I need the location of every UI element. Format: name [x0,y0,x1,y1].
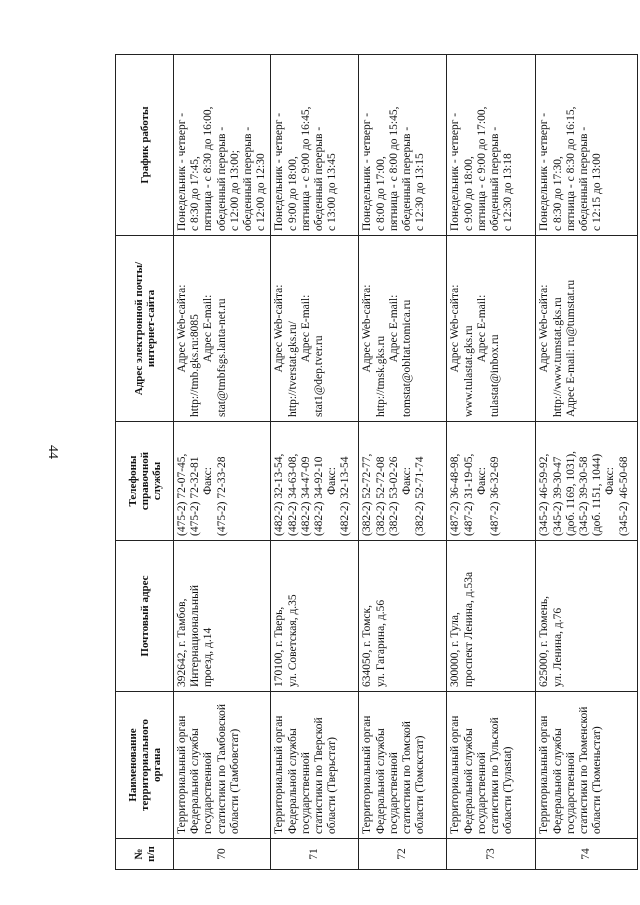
cell-line: обеденный перерыв - [215,126,228,231]
cell-line: 300000, г. Тула, [449,612,462,687]
cell-line: статистики по Томской [401,721,414,834]
table-row [536,55,638,870]
cell-line: (345-2) 39-30-47 [551,456,564,536]
cell-line: Федеральной службы [462,728,475,834]
cell-line: Федеральной службы [286,728,299,834]
cell-line: пятница - с 8:00 до 15:45, [387,106,400,231]
org-name-cell [174,692,271,839]
cell-line: Понедельник - четверг - [176,112,188,231]
cell-line: Адрес электронной почты/ [132,261,145,396]
org-name-cell [447,692,536,839]
cell-line: пятница - с 8:30 до 16:00, [202,106,215,231]
cell-line: (доб. 1151, 1044) [591,453,604,536]
cell-line: государственной [299,752,312,834]
cell-line: 170100, г. Тверь, [273,606,286,687]
cell-line: проезд, д.14 [202,627,215,687]
cell-line: пятница - с 9:00 до 17:00, [475,106,488,231]
org-name-cell [359,692,447,839]
phones-cell [447,422,536,541]
cell-line: справочной [138,451,151,511]
cell-line: Федеральной службы [551,728,564,834]
cell-line: Телефоны [126,455,139,507]
cell-line: ул. Советская, д.35 [286,594,299,687]
cell-line: (482-2) 34-63-08, [286,453,299,536]
rotated-table-container [115,55,630,870]
cell-line: Территориальный орган [449,715,462,834]
header-address [116,541,174,692]
cell-line: с 12:30 до 13:18 [502,153,515,231]
cell-line: статистики по Тамбовской [215,703,228,834]
cell-line: обеденный перерыв - [313,126,326,231]
cell-line: с 9:00 до 18:00, [462,156,475,231]
cell-line: Федеральной службы [374,728,387,834]
cell-line: Интернациональный [189,584,202,687]
cell-line: (475-2) 72-33-28 [215,456,228,536]
table-header-row [116,55,174,870]
cell-line: области (Тулastat) [502,746,515,834]
cell-line: (475-2) 72-32-81 [189,456,202,536]
cell-line: Территориальный орган [361,715,374,834]
phones-cell [271,422,359,541]
cell-line: (382-2) 52-71-74 [414,456,427,536]
cell-line: Адрес Web-сайта: [449,284,462,373]
cell-line: Адрес Web-сайта: [273,284,286,373]
cell-line: обеденный перерыв - [578,126,591,231]
cell-line: (482-2) 32-13-54 [339,456,352,536]
cell-line: (487-2) 36-32-69 [489,456,502,536]
cell-line: Факс: [604,467,617,495]
cell-line: обеденный перерыв - [489,126,502,231]
email-cell [447,236,536,422]
cell-line: с 8:30 до 17:30, [551,156,564,231]
email-cell [536,236,638,422]
schedule-cell [359,55,447,236]
cell-line: Адрес Web-сайта: [176,284,188,373]
cell-line: государственной [387,752,400,834]
cell-line: Адрес Web-сайта: [538,284,551,373]
cell-line: (482-2) 34-47-09 [299,456,312,536]
cell-line: tulastat@inbox.ru [489,334,502,417]
cell-line: с 13:00 до 13:45 [326,153,339,231]
cell-line: tomstat@obltat.tomica.ru [401,299,414,417]
cell-line: http://tverstat.gks.ru/ [286,321,299,417]
header-schedule [116,55,174,236]
cell-line: 634050, г. Томск, [361,605,374,687]
cell-line: Понедельник - четверг - [538,112,551,231]
table-row [447,55,536,870]
schedule-cell [536,55,638,236]
address-cell [536,541,638,692]
cell-line: статистики по Тверской [313,717,326,834]
cell-line: (345-2) 46-59-92, [538,453,551,536]
cell-line: интернет-сайта [144,289,157,368]
cell-line: области (Тюменьстат) [591,726,604,834]
cell-line: (382-2) 53-02-26 [387,456,400,536]
cell-line: с 12:00 до 12:30 [255,153,268,231]
cell-line: Территориальный орган [273,715,286,834]
cell-line: 392642, г. Тамбов, [176,598,188,687]
cell-line: службы [150,461,163,501]
phones-cell [536,422,638,541]
cell-line: Адрес E-mail: [202,294,215,363]
cell-line: Факс: [202,467,215,495]
email-cell [271,236,359,422]
cell-line: органа [150,748,163,782]
territorial-bodies-table [115,54,638,870]
cell-line: обеденный перерыв - [401,126,414,231]
phones-cell [174,422,271,541]
header-email [116,236,174,422]
row-number: 70 [174,839,271,870]
cell-line: (345-2) 39-30-58 [578,456,591,536]
cell-line: Адрес E-mail: [387,294,400,363]
cell-line: Факс: [401,467,414,495]
cell-line: территориального [138,719,151,811]
cell-line: области (Тверьстат) [326,737,339,834]
cell-line: (382-2) 52-72-77, [361,453,374,536]
cell-line: с 12:30 до 13:15 [414,153,427,231]
schedule-cell [174,55,271,236]
cell-line: с 12:00 до 13:00; [228,150,241,231]
cell-line: (345-2) 46-50-68 [617,456,630,536]
cell-line: государственной [202,752,215,834]
cell-line: (доб. 1169, 1031), [564,450,577,536]
cell-line: (487-2) 36-48-98, [449,453,462,536]
cell-line: stat1@dep.tver.ru [313,335,326,417]
cell-line: (382-2) 52-72-08 [374,456,387,536]
cell-line: Понедельник - четверг - [449,112,462,231]
cell-line: Адрес E-mail: ru@tumstat.ru [564,279,577,417]
cell-line: www.tulastat.gks.ru [462,325,475,417]
cell-line: статистики по Тульской [489,717,502,834]
address-cell [359,541,447,692]
cell-line: Территориальный орган [176,715,188,834]
cell-line: статистики по Тюменской [578,706,591,834]
row-number: 74 [536,839,638,870]
table-row [271,55,359,870]
org-name-cell [536,692,638,839]
cell-line: Адрес E-mail: [299,294,312,363]
cell-line: (482-2) 34-92-10 [313,456,326,536]
cell-line: (475-2) 72-07-45, [176,453,188,536]
cell-line: График работы [138,106,151,184]
cell-line: http://www.tumstat.gks.ru [551,297,564,417]
cell-line: Понедельник - четверг - [361,112,374,231]
org-name-cell [271,692,359,839]
cell-line: (482-2) 32-13-54, [273,453,286,536]
page-number: 44 [45,445,60,459]
row-number: 72 [359,839,447,870]
email-cell [174,236,271,422]
cell-line: проспект Ленина, д.53а [462,571,475,687]
cell-line: № [132,848,145,860]
schedule-cell [447,55,536,236]
cell-line: Территориальный орган [538,715,551,834]
address-cell [174,541,271,692]
header-phones [116,422,174,541]
cell-line: Факс: [475,467,488,495]
cell-line: области (Тамбовстат) [228,728,241,834]
header-name [116,692,174,839]
header-num [116,839,174,870]
cell-line: с 8:30 до 17:45, [189,156,202,231]
cell-line: области (Томскстат) [414,735,427,834]
row-number: 73 [447,839,536,870]
cell-line: stat@tmbfsgs.lanta-net.ru [215,298,228,417]
cell-line: обеденный перерыв - [242,126,255,231]
table-row [174,55,271,870]
cell-line: государственной [564,752,577,834]
cell-line: 625000, г. Тюмень, [538,596,551,687]
address-cell [447,541,536,692]
cell-line: ул. Гагарина, д.56 [374,599,387,687]
cell-line: Адрес E-mail: [475,294,488,363]
cell-line: http://tmsk.gks.ru [374,335,387,417]
cell-line: с 12:15 до 13:00 [591,153,604,231]
cell-line: Наименование [126,728,139,802]
cell-line: Адрес Web-сайта: [361,284,374,373]
schedule-cell [271,55,359,236]
cell-line: http://tmb.gks.ru:8085 [189,314,202,417]
cell-line: государственной [475,752,488,834]
cell-line: пятница - с 8:30 до 16:15, [564,106,577,231]
cell-line: Почтовый адрес [138,575,151,657]
cell-line: с 9:00 до 18:00, [286,156,299,231]
address-cell [271,541,359,692]
cell-line: с 8:00 до 17:00, [374,156,387,231]
table-row [359,55,447,870]
phones-cell [359,422,447,541]
row-number: 71 [271,839,359,870]
cell-line: Понедельник - четверг - [273,112,286,231]
cell-line: ул. Ленина, д.76 [551,607,564,687]
cell-line: пятница - с 9:00 до 16:45, [299,106,312,231]
cell-line: Федеральной службы [189,728,202,834]
cell-line: п/п [144,846,157,862]
cell-line: (487-2) 31-19-05, [462,453,475,536]
email-cell [359,236,447,422]
cell-line: Факс: [326,467,339,495]
